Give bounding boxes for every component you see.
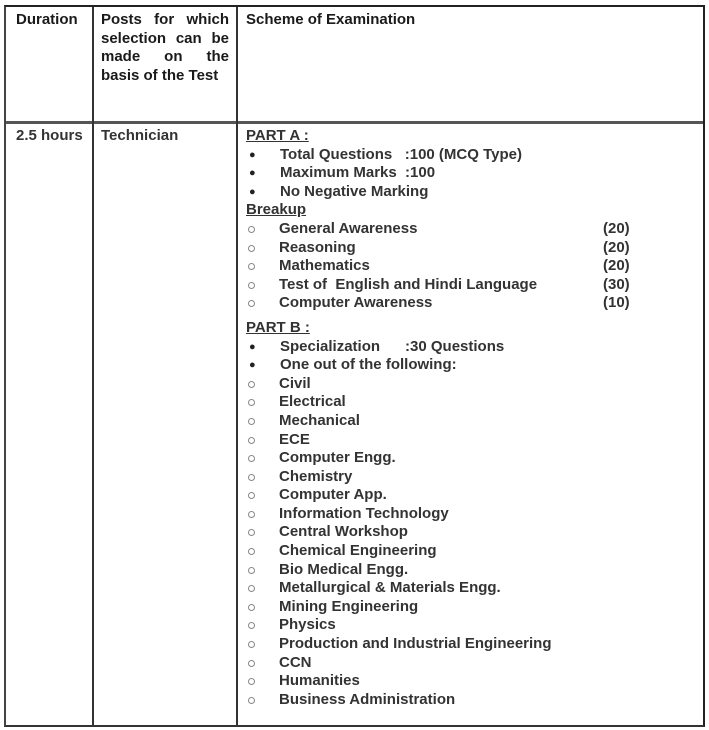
header-posts: Posts for which selection can be made on the basis of the Test (101, 11, 229, 84)
option-text: ECE (279, 430, 310, 448)
marks: (20) (603, 257, 630, 275)
post-value: Technician (101, 127, 179, 144)
option-item (246, 561, 686, 580)
bullet-text: One out of the following: (280, 356, 457, 374)
bullet-text: Specialization :30 Questions (280, 337, 505, 355)
option-item (246, 505, 686, 524)
option-text: Electrical (279, 393, 346, 411)
circle-bullet-icon (246, 220, 279, 239)
option-item (246, 486, 686, 505)
subject: Test of English and Hindi Language (279, 275, 538, 293)
option-text: Chemical Engineering (279, 542, 437, 560)
duration-value: 2.5 hours (16, 127, 83, 144)
option-item (246, 523, 686, 542)
circle-bullet-icon (246, 654, 279, 673)
circle-bullet-icon (246, 449, 279, 468)
circle-bullet-icon (246, 616, 279, 635)
option-item (246, 654, 686, 673)
subject: Mathematics (279, 257, 370, 275)
marks: (20) (603, 219, 630, 237)
circle-bullet-icon (246, 431, 279, 450)
circle-bullet-icon (246, 375, 279, 394)
header-scheme: Scheme of Examination (246, 11, 416, 28)
header-duration: Duration (16, 11, 78, 28)
option-item (246, 449, 686, 468)
circle-bullet-icon (246, 598, 279, 617)
circle-bullet-icon (246, 412, 279, 431)
option-text: Computer Engg. (279, 449, 396, 467)
option-text: Metallurgical & Materials Engg. (279, 579, 501, 597)
circle-bullet-icon (246, 486, 279, 505)
circle-bullet-icon (246, 523, 279, 542)
exam-scheme-table (4, 5, 705, 727)
bullet-icon: ● (249, 185, 256, 198)
circle-bullet-icon (246, 294, 279, 313)
column-divider (236, 7, 238, 725)
option-item (246, 393, 686, 412)
option-text: Computer App. (279, 486, 387, 504)
option-text: Production and Industrial Engineering (279, 635, 552, 653)
bullet-icon: ● (249, 148, 256, 161)
bullet-text: Total Questions :100 (MCQ Type) (280, 145, 522, 163)
circle-bullet-icon (246, 239, 279, 258)
bullet-icon: ● (249, 167, 256, 180)
option-text: Bio Medical Engg. (279, 560, 409, 578)
option-text: Mining Engineering (279, 597, 419, 615)
column-divider (92, 7, 94, 725)
option-text: Business Administration (279, 690, 456, 708)
option-text: Chemistry (279, 467, 353, 485)
circle-bullet-icon (246, 691, 279, 710)
option-item (246, 616, 686, 635)
bullet-text: Maximum Marks :100 (280, 164, 436, 182)
option-item (246, 468, 686, 487)
circle-bullet-icon (246, 672, 279, 691)
option-item (246, 375, 686, 394)
part-a-title: PART A : (246, 127, 309, 144)
option-item (246, 672, 686, 691)
circle-bullet-icon (246, 579, 279, 598)
option-item (246, 598, 686, 617)
circle-bullet-icon (246, 257, 279, 276)
option-text: CCN (279, 653, 312, 671)
option-text: Civil (279, 374, 311, 392)
circle-bullet-icon (246, 505, 279, 524)
header-divider (6, 121, 703, 124)
option-text: Humanities (279, 672, 360, 690)
circle-bullet-icon (246, 561, 279, 580)
marks: (30) (603, 275, 630, 293)
circle-bullet-icon (246, 542, 279, 561)
circle-bullet-icon (246, 468, 279, 487)
subject: Reasoning (279, 238, 356, 256)
subject: General Awareness (279, 219, 418, 237)
part-b-title: PART B : (246, 318, 310, 336)
circle-bullet-icon (246, 393, 279, 412)
option-item (246, 412, 686, 431)
bullet-icon: ● (249, 359, 256, 372)
marks: (20) (603, 238, 630, 256)
option-text: Central Workshop (279, 523, 408, 541)
option-text: Mechanical (279, 411, 360, 429)
scheme-content (246, 127, 686, 709)
subject: Computer Awareness (279, 294, 433, 312)
option-item (246, 691, 686, 710)
option-item (246, 579, 686, 598)
marks: (10) (603, 294, 630, 312)
bullet-icon: ● (249, 340, 256, 353)
option-item (246, 431, 686, 450)
part-a-bullets (246, 146, 686, 202)
breakup-list (246, 220, 686, 313)
circle-bullet-icon (246, 276, 279, 295)
specialization-options (246, 375, 686, 710)
option-item (246, 635, 686, 654)
bullet-text: No Negative Marking (280, 182, 429, 200)
option-text: Physics (279, 616, 336, 634)
circle-bullet-icon (246, 635, 279, 654)
option-item (246, 542, 686, 561)
option-text: Information Technology (279, 504, 449, 522)
breakup-title: Breakup (246, 201, 307, 219)
